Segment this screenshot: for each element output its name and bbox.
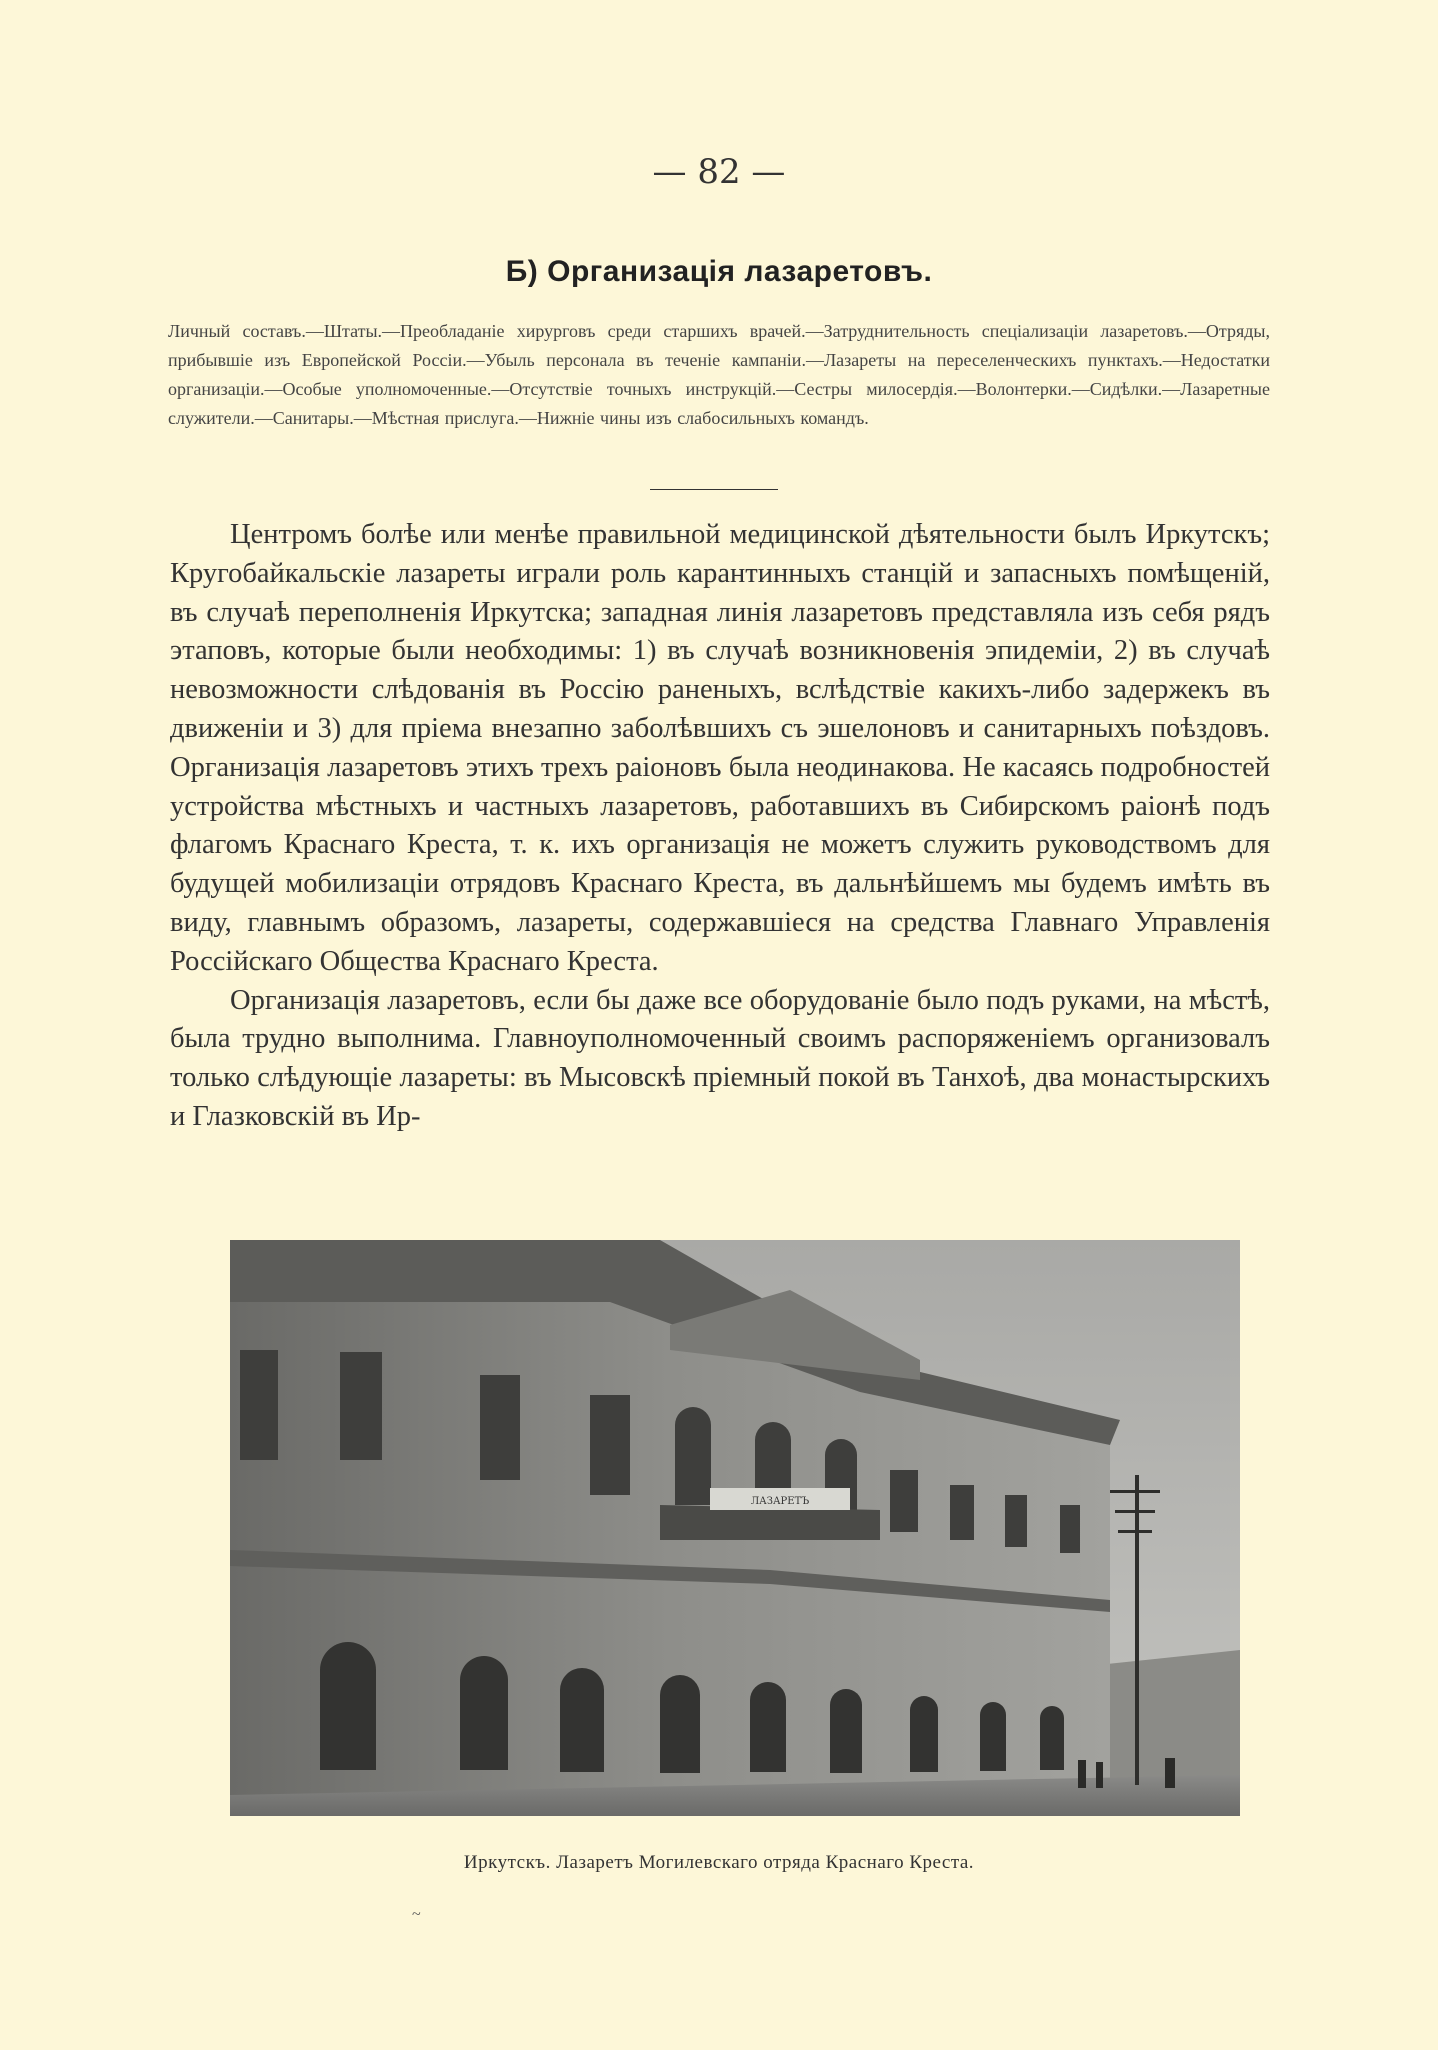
paragraph: Центромъ болѣе или менѣе правильной медицинской дѣятельности былъ Иркутскъ; Кругобайкальскіе лазареты играли роль карантинныхъ станцій и запасныхъ помѣщеній, въ случаѣ переполненія Иркутска; западная линія лазаретовъ представляла изъ себя рядъ этаповъ, которые были необходимы: 1) въ случаѣ возникновенія эпидеміи, 2) въ случаѣ невозможности слѣдованія въ Россію раненыхъ, вслѣдствіе какихъ-либо задержекъ въ движеніи и 3) для пріема внезапно заболѣвшихъ съ эшелоновъ и санитарныхъ поѣздовъ. Организація лазаретовъ этихъ трехъ раіоновъ была неодинакова. Не касаясь подробностей устройства мѣстныхъ и частныхъ лазаретовъ, работавшихъ въ Сибирскомъ раіонѣ подъ флагомъ Краснаго Креста, т. к. ихъ организація не можетъ служить руководствомъ для будущей мобилизаціи отрядовъ Краснаго Креста, въ дальнѣйшемъ мы будемъ имѣть въ виду, главнымъ образомъ, лазареты, содержавшіеся на средства Главнаго Управленія Россійскаго Общества Краснаго Креста. [170,519,1270,977]
photo-caption: Иркутскъ. Лазаретъ Могилевскаго отряда Краснаго Креста. [463,1852,975,1873]
body-text [170,516,1270,1137]
section-summary: Личный составъ.—Штаты.—Преобладаніе хирурговъ среди старшихъ врачей.—Затруднительность спеціализаціи лазаретовъ.—Отряды, прибывшіе изъ Европейской Россіи.—Убыль персонала въ теченіе кампаніи.—Лазареты на переселенческихъ пунктахъ.—Недостатки организаціи.—Особые уполномоченные.—Отсутствіе точныхъ инструкцій.—Сестры милосердія.—Волонтерки.—Сидѣлки.—Лазаретные служители.—Санитары.—Мѣстная прислуга.—Нижніе чины изъ слабосильныхъ командъ. [168,321,1270,428]
building-sign: ЛАЗАРЕТЪ [750,1496,810,1507]
page-number: — 82 — [652,152,786,192]
speck-mark: ~ [412,1906,421,1923]
photo-hospital-building [230,1240,1240,1816]
section-title: Б) Организація лазаретовъ. [505,255,933,288]
paragraph: Организація лазаретовъ, если бы даже все оборудованіе было подъ руками, на мѣстѣ, была трудно выполнима. Главноуполномоченный своимъ распоряженіемъ организовалъ только слѣдующіе лазареты: въ Мысовскѣ пріемный покой въ Танхоѣ, два монастырскихъ и Глазковскій въ Ир- [170,984,1270,1132]
divider [650,489,778,490]
